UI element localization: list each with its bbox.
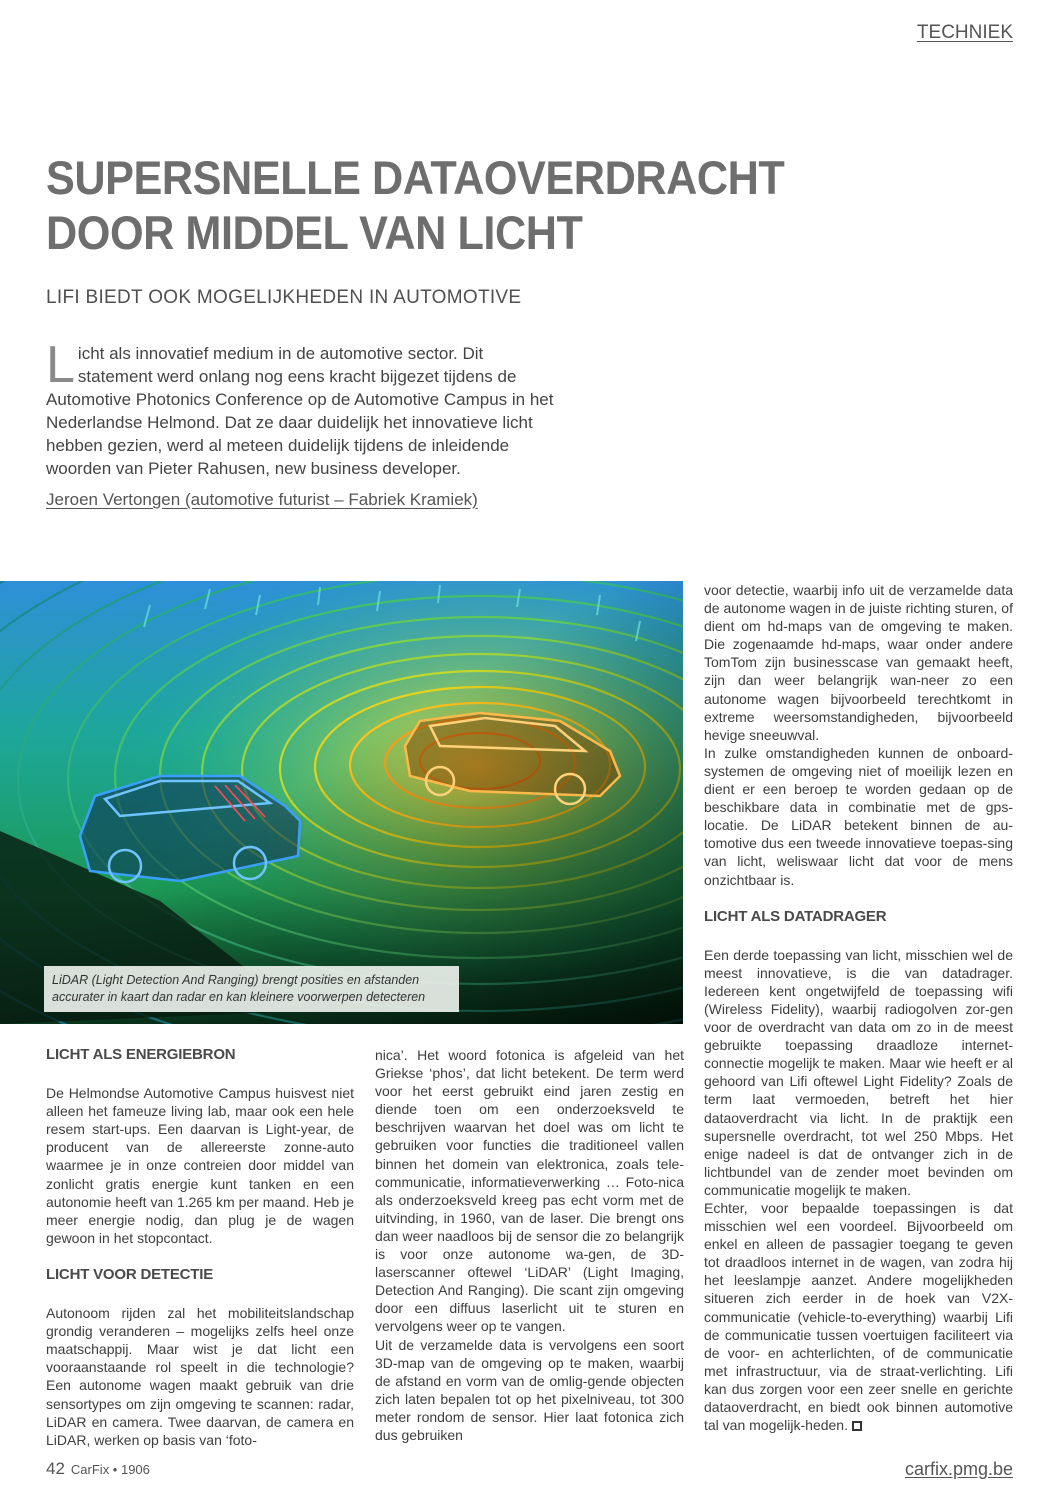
lidar-illustration bbox=[0, 581, 683, 1024]
paragraph-energiebron: De Helmondse Automotive Campus huisvest niet alleen het fameuze living lab, maar ook een hele resem start-ups. Een daarvan is Light-year, de producent van de allereerste zonne-auto waarmee je in onze contreien door middel van zonlicht gratis energie kunt tanken en een autonomie heeft van 1.265 km per maand. Heb je meer energie nodig, dan plug je de wagen gewoon in het stopcontact. bbox=[46, 1085, 354, 1246]
lidar-image bbox=[0, 581, 683, 1024]
headline-line-1: SUPERSNELLE DATAOVERDRACHT bbox=[46, 151, 785, 204]
heading-datadrager: LICHT ALS DATADRAGER bbox=[704, 907, 887, 925]
website-link[interactable]: carfix.pmg.be bbox=[904, 1459, 1013, 1479]
section-tag: TECHNIEK bbox=[916, 22, 1013, 43]
column-3 bbox=[704, 581, 1013, 1434]
byline: Jeroen Vertongen (automotive futurist – Fabriek Kramiek) bbox=[46, 490, 478, 509]
heading-detectie: LICHT VOOR DETECTIE bbox=[46, 1265, 214, 1283]
paragraph-fotonica: nica’. Het woord fotonica is afgeleid van het Griekse ‘phos’, dat licht betekent. De term werd voor het eerst gebruikt eind jaren zestig en diende toen om een onderzoeksveld te beschrijven waarvan het doel was om licht te gebruiken voor functies die traditioneel vallen binnen het domein van elektronica, zoals tele-communicatie, informatieverwerking … Foto-nica als onderzoeksveld kreeg pas echt vorm met de uitvinding, in 1960, van de laser. Die brengt ons dan weer naadloos bij de sensor die zo belangrijk is voor onze autonome wa-gen, de 3D-laserscanner oftewel ‘LiDAR’ (Light Imaging, Detection And Ranging). Die scant zijn omgeving door een diffuus laserlicht uit te sturen en vervolgens weer op te vangen. bbox=[375, 1047, 684, 1335]
image-caption: LiDAR (Light Detection And Ranging) brengt posities en afstanden accurater in kaart dan radar en kan kleinere voorwerpen detecteren bbox=[44, 966, 459, 1012]
drop-cap: L bbox=[46, 336, 75, 394]
publication-name: CarFix • 1906 bbox=[70, 1462, 150, 1477]
paragraph-detectie: Autonoom rijden zal het mobiliteitslandschap grondig veranderen – mogelijks zelfs heel onze maatschappij. Maar wist je dat licht een vooraanstaande rol speelt in die technologie? Een autonome wagen maakt gebruik van drie sensortypes om zijn omgeving te scannen: radar, LiDAR en camera. Twee daarvan, de camera en LiDAR, werken op basis van ‘foto- bbox=[46, 1305, 354, 1448]
paragraph-voordeel-text: Echter, voor bepaalde toepassingen is dat misschien wel een voordeel. Bijvoorbeeld om enkel en alleen de passagier toegang te geven tot draadloos internet in de wagen, van zodra hij het leeslampje aanzet. Andere mogelijkheden situeren zich eerder in de hoek van V2X-communicatie (vehicle-to-everything) waarbij Lifi de communicatie tussen voertuigen faciliteert via de voor- en achterlichten, of de communicatie met infrastructuur, via de straat-verlichting. Lifi kan dus zorgen voor een zeer snelle en gerichte dataoverdracht, en biedt ook binnen automotive tal van mogelijk-heden. bbox=[704, 1200, 1013, 1434]
subtitle: LIFI BIEDT OOK MOGELIJKHEDEN IN AUTOMOTIVE bbox=[46, 287, 522, 308]
column-2 bbox=[375, 1046, 684, 1444]
headline bbox=[46, 150, 785, 260]
paragraph-lifi: Een derde toepassing van licht, misschien wel de meest innovatieve, is die van datadrager. Iedereen kent ongetwijfeld de toepassing wifi (Wireless Fidelity), waarbij radiogolven zor-gen voor de overdracht van data om zo in de meest gebruikte toepassing draadloze internet-connectie mogelijk te maken. Maar wie heeft er al gehoord van Lifi oftewel Light Fidelity? Zoals de term laat vermoeden, betreft het hier dataoverdracht via licht. In de praktijk een supersnelle overdracht, tot wel 250 Mbps. Het enige nadeel is dat de ontvanger zich in de lichtbundel van de zender moet bevinden om communicatie mogelijk te maken. bbox=[704, 946, 1013, 1198]
intro-text: icht als innovatief medium in de automotive sector. Dit statement werd onlang nog eens kracht bijgezet tijdens de Automotive Photonics Conference op de Automotive Campus in het Nederlandse Helmond. Dat ze daar duidelijk het innovatieve licht hebben gezien, werd al meteen duidelijk tijdens de inleidende woorden van Pieter Rahusen, new business developer. bbox=[46, 344, 554, 478]
paragraph-hd-maps: voor detectie, waarbij info uit de verzamelde data de autonome wagen in de juiste richting sturen, of dient om hd-maps van de omgeving te maken. Die zogenaamde hd-maps, waar onder andere TomTom zijn businesscase van gemaakt heeft, zijn dan weer belangrijk wan-neer zo een autonome wagen bijvoorbeeld terechtkomt in extreme weersomstandigheden, bijvoorbeeld hevige sneeuwval. bbox=[704, 582, 1013, 743]
paragraph-voordeel bbox=[704, 1199, 1013, 1434]
end-mark-icon bbox=[852, 1421, 862, 1431]
paragraph-3d-map: Uit de verzamelde data is vervolgens een soort 3D-map van de omgeving op te maken, waarbij de afstand en vorm van de omlig-gende objecten zich laten bepalen tot op het pixelniveau, tot 300 meter rondom de sensor. Hier laat fotonica zich dus gebruiken bbox=[375, 1336, 684, 1443]
page-number: 42 bbox=[46, 1459, 65, 1478]
paragraph-onboard: In zulke omstandigheden kunnen de onboard-systemen de omgeving niet of moeilijk lezen en dient er een beroep te worden gedaan op de beschikbare data in combinatie met de gps-locatie. De LiDAR betekent binnen de au-tomotive dus een tweede innovatieve toepas-sing van licht, weliswaar licht dat voor de mens onzichtbaar is. bbox=[704, 744, 1013, 888]
column-1 bbox=[46, 1046, 354, 1449]
footer-left bbox=[46, 1459, 150, 1479]
intro-paragraph bbox=[46, 336, 554, 480]
headline-line-2: DOOR MIDDEL VAN LICHT bbox=[46, 206, 583, 259]
heading-energiebron: LICHT ALS ENERGIEBRON bbox=[46, 1046, 236, 1063]
